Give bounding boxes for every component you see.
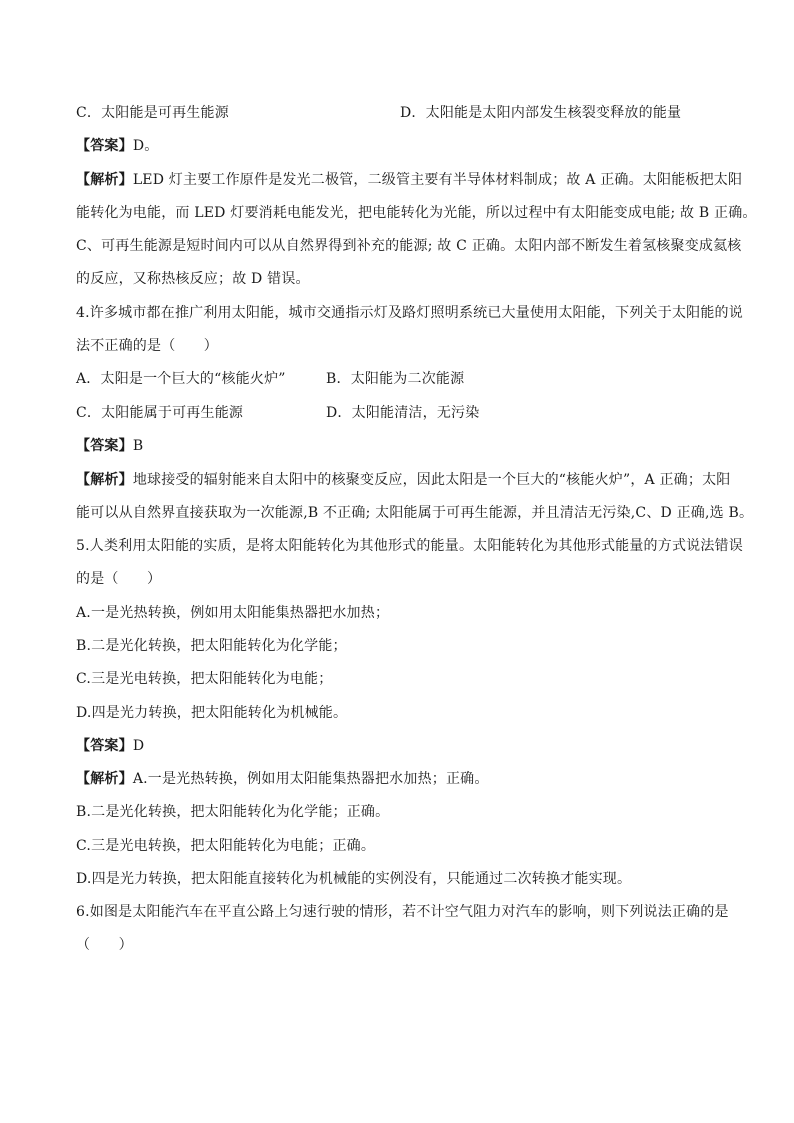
q3-analysis-line-2: 能转化为电能，而 LED 灯要消耗电能发光，把电能转化为光能，所以过程中有太阳能变成电能; 故 B 正确。 [76, 205, 757, 221]
answer-tag: 【答案】 [76, 138, 133, 154]
answer-value: B [132, 438, 144, 454]
q4-option-b: B．太阳能为二次能源 [326, 371, 465, 387]
analysis-tag: 【解析】 [76, 771, 133, 787]
answer-tag: 【答案】 [76, 438, 133, 454]
q4-analysis-line-1 [76, 470, 731, 490]
answer-tag: 【答案】 [76, 738, 133, 754]
q3-analysis-line-4: 的反应，又称热核反应；故 D 错误。 [76, 271, 310, 287]
q3-option-c: C．太阳能是可再生能源 [76, 105, 229, 121]
q4-option-a: A．太阳是一个巨大的“核能火炉” [76, 371, 286, 387]
q5-option-c: C.三是光电转换，把太阳能转化为电能； [76, 671, 333, 687]
q3-option-d: D．太阳能是太阳内部发生核裂变释放的能量 [400, 105, 682, 121]
analysis-text: A.一是光热转换，例如用太阳能集热器把水加热；正确。 [132, 771, 489, 787]
q4-analysis-line-2: 能可以从自然界直接获取为一次能源,B 不正确; 太阳能属于可再生能源，并且清洁无污染,C、D 正确,选 B。 [76, 505, 754, 521]
q4-option-d: D．太阳能清洁，无污染 [326, 405, 480, 421]
answer-value: D。 [132, 138, 159, 154]
q3-answer [76, 136, 158, 156]
q5-analysis-line-2: B.二是光化转换，把太阳能转化为化学能；正确。 [76, 804, 390, 820]
q5-option-b: B.二是光化转换，把太阳能转化为化学能； [76, 638, 347, 654]
q5-answer [76, 736, 144, 756]
q4-stem-line-2: 法不正确的是（ ） [76, 338, 218, 354]
q4-stem-line-1: 4.许多城市都在推广利用太阳能，城市交通指示灯及路灯照明系统已大量使用太阳能，下列关于太阳能的说 [76, 305, 743, 321]
q5-analysis-line-3: C.三是光电转换，把太阳能转化为电能；正确。 [76, 838, 376, 854]
analysis-text: LED 灯主要工作原件是发光二极管，二级管主要有半导体材料制成；故 A 正确。太阳能板把太阳 [132, 172, 743, 188]
analysis-text: 地球接受的辐射能来自太阳中的核聚变反应，因此太阳是一个巨大的“核能火炉”，A 正确；太阳 [132, 472, 731, 488]
q5-option-a: A.一是光热转换，例如用太阳能集热器把水加热； [76, 605, 390, 621]
q5-option-d: D.四是光力转换，把太阳能转化为机械能。 [76, 705, 348, 721]
q5-analysis-line-4: D.四是光力转换，把太阳能直接转化为机械能的实例没有，只能通过二次转换才能实现。 [76, 871, 632, 887]
q4-option-c: C．太阳能属于可再生能源 [76, 405, 244, 421]
q6-stem-line-1: 6.如图是太阳能汽车在平直公路上匀速行驶的情形，若不计空气阻力对汽车的影响，则下列说法正确的是 [76, 904, 729, 920]
q5-analysis-line-1 [76, 769, 489, 789]
analysis-tag: 【解析】 [76, 472, 133, 488]
q5-stem-line-2: 的是（ ） [76, 571, 162, 587]
q4-answer [76, 436, 143, 456]
answer-value: D [132, 738, 145, 754]
q3-analysis-line-3: C、可再生能源是短时间内可以从自然界得到补充的能源; 故 C 正确。太阳内部不断发生着氢核聚变成氦核 [76, 238, 742, 254]
q6-stem-line-2: （ ） [76, 937, 133, 953]
q5-stem-line-1: 5.人类利用太阳能的实质，是将太阳能转化为其他形式的能量。太阳能转化为其他形式能量的方式说法错误 [76, 538, 743, 554]
analysis-tag: 【解析】 [76, 172, 133, 188]
q3-analysis-line-1 [76, 170, 742, 190]
